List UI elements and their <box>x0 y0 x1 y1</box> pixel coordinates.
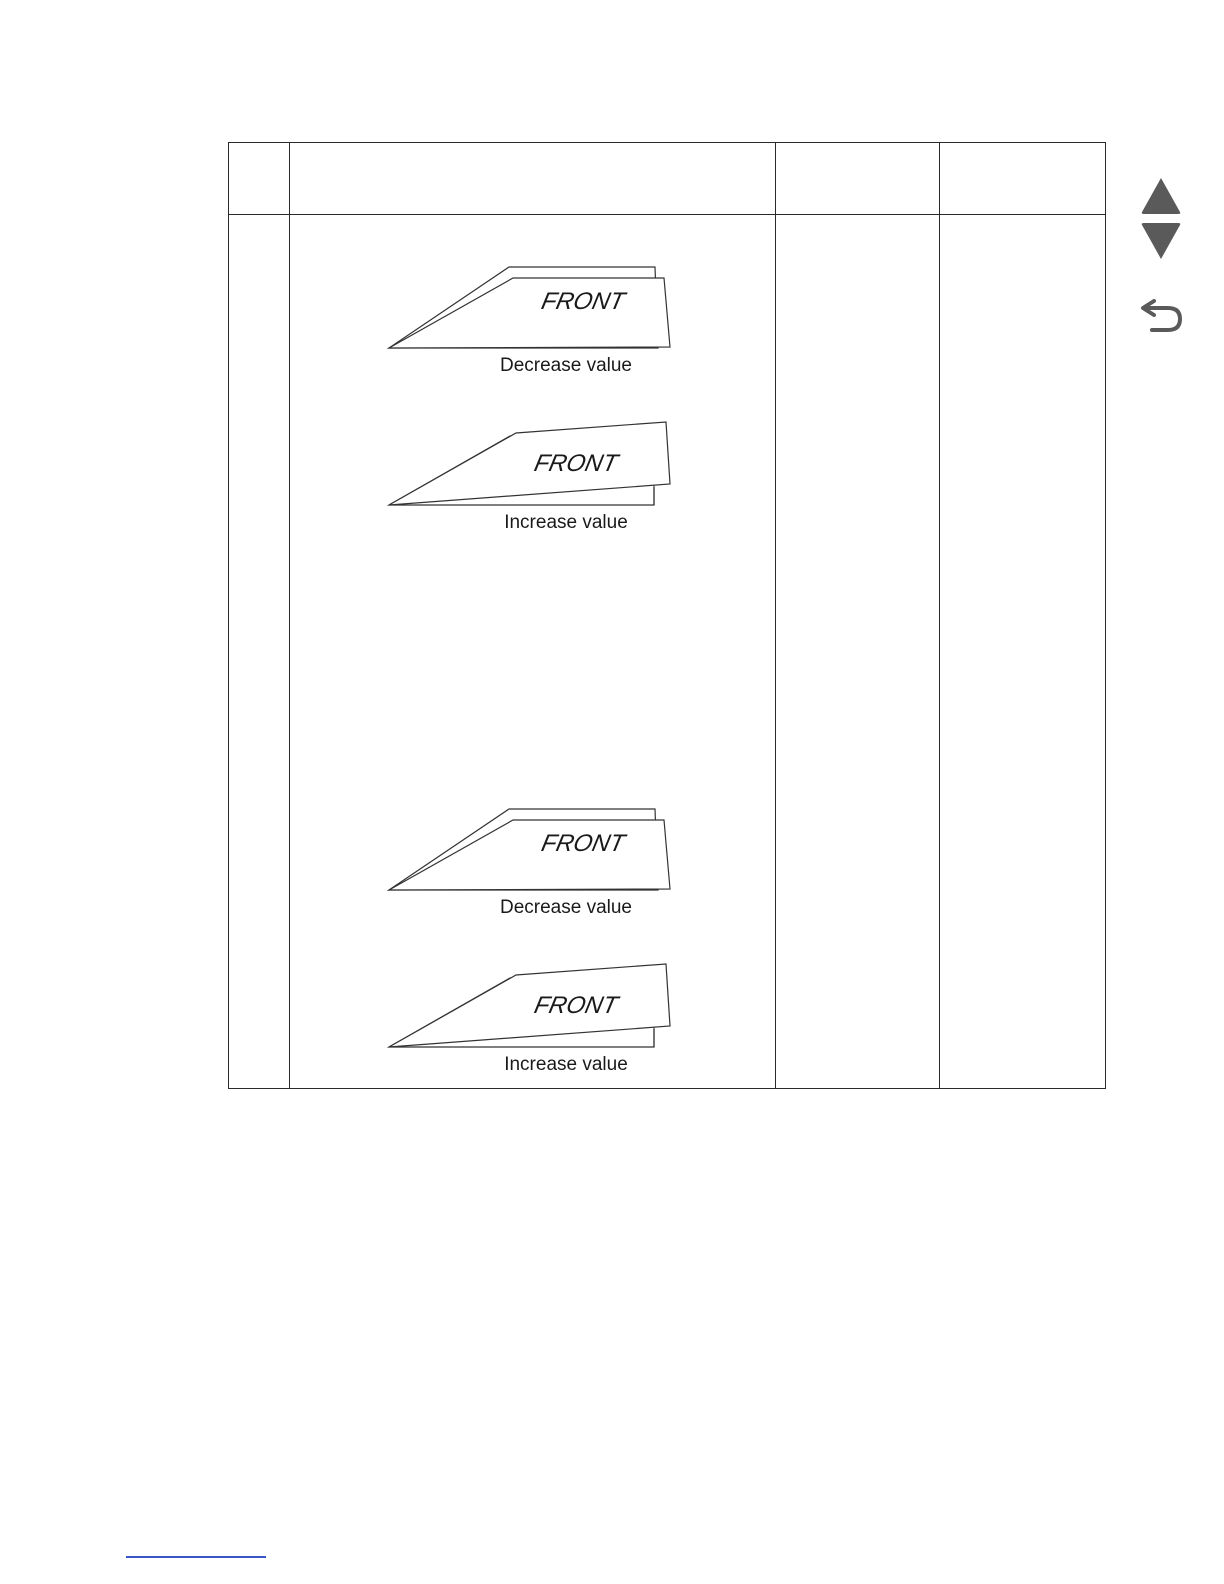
table-row <box>229 215 1106 1089</box>
fold-diagram-decrease-1 <box>386 263 676 403</box>
header-no <box>940 143 1106 215</box>
header-action <box>290 143 776 215</box>
footer-link-underline[interactable] <box>126 1556 266 1558</box>
fold-diagram-decrease-2 <box>386 805 676 945</box>
triangle-up-icon[interactable] <box>1140 176 1182 221</box>
front-label: FRONT <box>531 450 621 477</box>
front-label: FRONT <box>538 830 628 857</box>
figure-caption: Increase value <box>504 1054 628 1075</box>
fold-diagram-increase-2 <box>386 962 676 1102</box>
yes-cell <box>776 215 940 1089</box>
figure-caption: Decrease value <box>499 355 633 376</box>
figure-caption: Increase value <box>504 512 628 533</box>
triangle-down-icon[interactable] <box>1140 222 1182 267</box>
no-cell <box>940 215 1106 1089</box>
figure-caption: Decrease value <box>499 897 633 918</box>
front-label: FRONT <box>531 992 621 1019</box>
troubleshooting-table <box>228 142 1106 1089</box>
action-cell <box>290 215 776 1089</box>
header-step <box>229 143 290 215</box>
step-cell <box>229 215 290 1089</box>
front-label: FRONT <box>538 288 628 315</box>
table-header-row <box>229 143 1106 215</box>
header-yes <box>776 143 940 215</box>
return-arrow-icon[interactable] <box>1140 297 1184 340</box>
fold-diagram-increase-1 <box>386 420 676 560</box>
